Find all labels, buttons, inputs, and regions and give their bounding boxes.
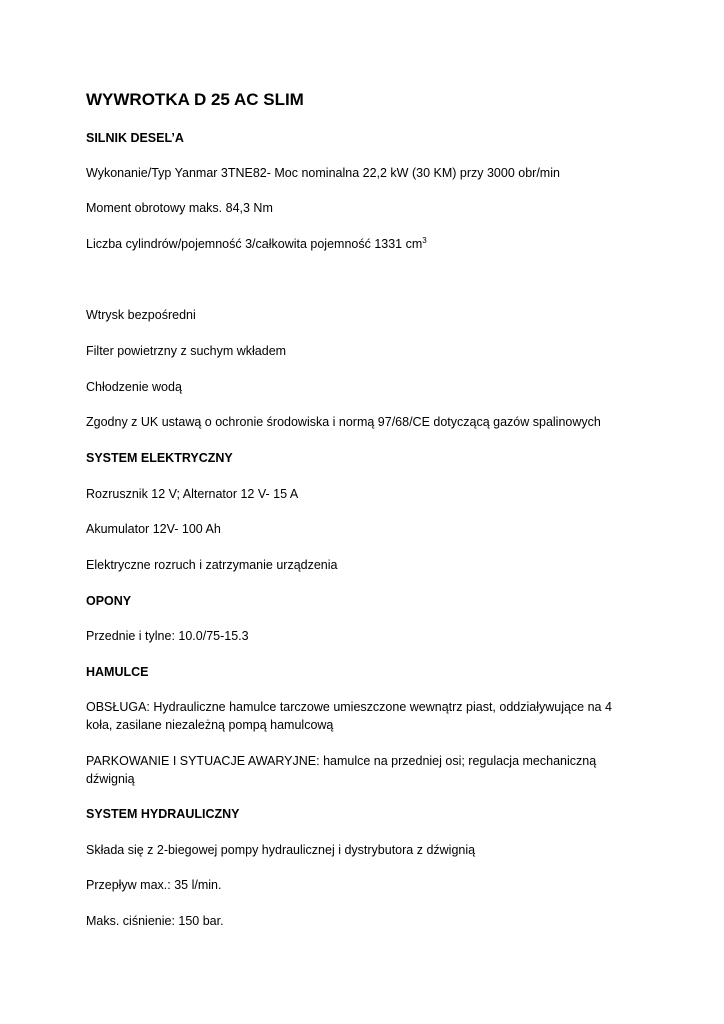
- section-heading-hydraulic: SYSTEM HYDRAULICZNY: [86, 807, 240, 821]
- engine-filter-line: Filter powietrzny z suchym wkładem: [86, 344, 287, 358]
- section-heading-brakes: HAMULCE: [86, 665, 149, 679]
- electrical-battery-line: Akumulator 12V- 100 Ah: [86, 522, 221, 536]
- cubic-superscript: 3: [422, 235, 427, 245]
- engine-cylinders-line: [86, 236, 427, 252]
- engine-compliance-line: Zgodny z UK ustawą o ochronie środowiska i normą 97/68/CE dotyczącą gazów spalinowych: [86, 415, 601, 429]
- engine-torque-line: Moment obrotowy maks. 84,3 Nm: [86, 201, 273, 215]
- hydraulic-pressure-line: Maks. ciśnienie: 150 bar.: [86, 914, 224, 928]
- brakes-parking-paragraph: PARKOWANIE I SYTUACJE AWARYJNE: hamulce na przedniej osi; regulacja mechaniczną dźwignią: [86, 754, 597, 786]
- engine-injection-line: Wtrysk bezpośredni: [86, 308, 196, 322]
- brakes-operation-paragraph: OBSŁUGA: Hydrauliczne hamulce tarczowe umieszczone wewnątrz piast, oddziaływujące na 4 koła, zasilane niezależną pompą hamulcową: [86, 700, 612, 732]
- hydraulic-pump-line: Składa się z 2-biegowej pompy hydraulicznej i dystrybutora z dźwignią: [86, 843, 476, 857]
- section-heading-engine: SILNIK DESEL’A: [86, 131, 184, 145]
- section-heading-electrical: SYSTEM ELEKTRYCZNY: [86, 451, 233, 465]
- electrical-starter-line: Rozrusznik 12 V; Alternator 12 V- 15 A: [86, 487, 299, 501]
- electrical-start-stop-line: Elektryczne rozruch i zatrzymanie urządzenia: [86, 558, 338, 572]
- engine-type-line: Wykonanie/Typ Yanmar 3TNE82- Moc nominalna 22,2 kW (30 KM) przy 3000 obr/min: [86, 166, 560, 180]
- hydraulic-flow-line: Przepływ max.: 35 l/min.: [86, 878, 222, 892]
- section-heading-tyres: OPONY: [86, 594, 132, 608]
- tyres-size-line: Przednie i tylne: 10.0/75-15.3: [86, 629, 249, 643]
- engine-cooling-line: Chłodzenie wodą: [86, 380, 182, 394]
- engine-cylinders-text: Liczba cylindrów/pojemność 3/całkowita pojemność 1331 cm: [86, 237, 423, 251]
- document-title: WYWROTKA D 25 AC SLIM: [86, 90, 304, 109]
